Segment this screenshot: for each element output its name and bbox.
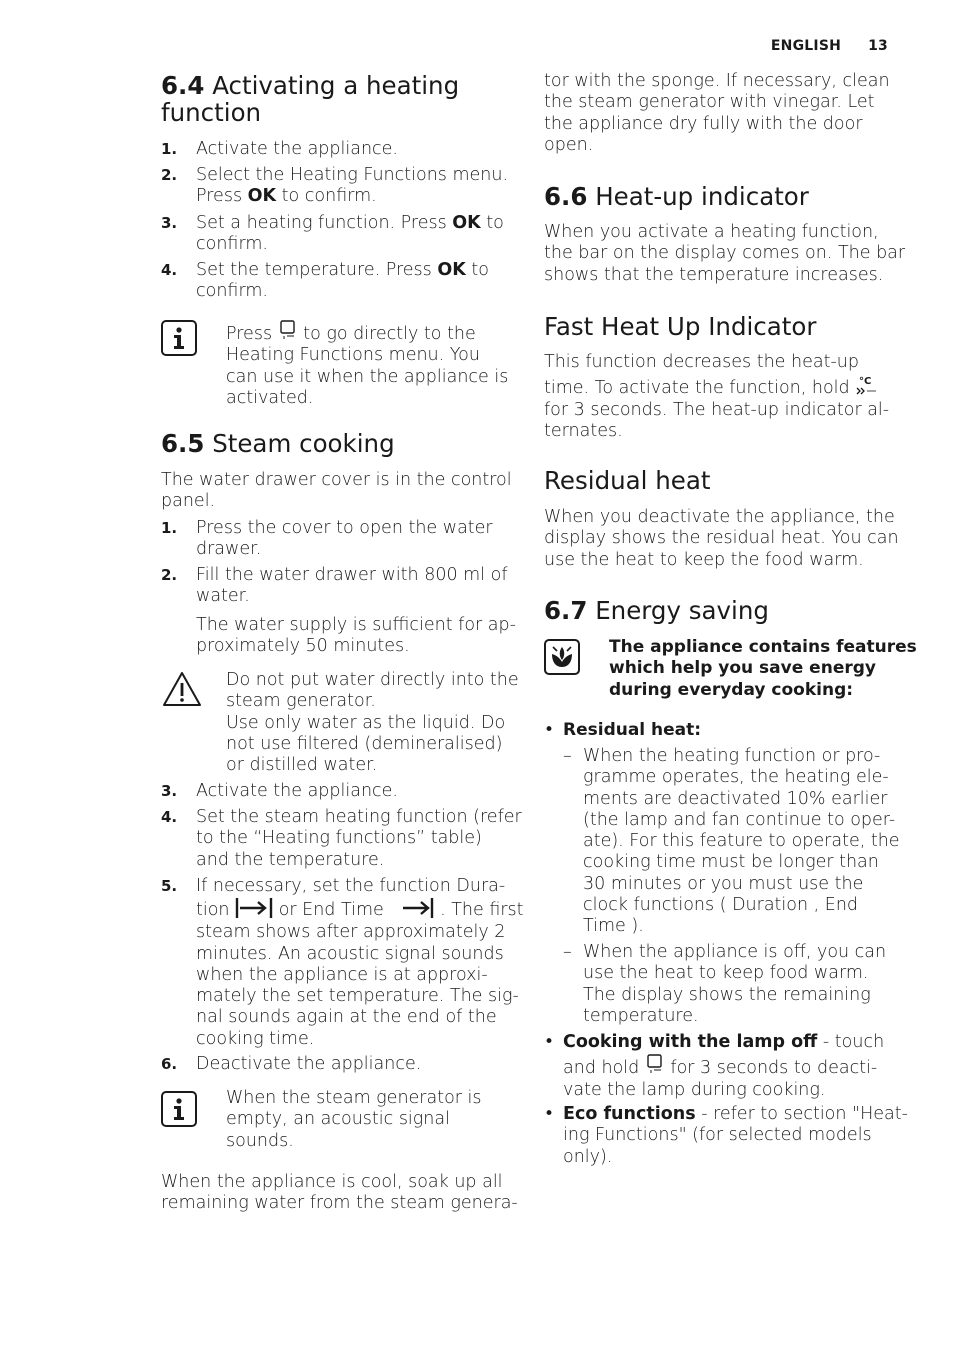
step-number: 1. bbox=[161, 519, 178, 537]
step-number: 2. bbox=[161, 566, 178, 584]
step-number: 3. bbox=[161, 782, 178, 800]
step-text: Set a heating function. Press OK to confirm. bbox=[196, 213, 504, 255]
title-text: Heat-up indicator bbox=[595, 182, 809, 211]
paragraph: This function decreases the heat-up time. To activate the function, hold °C for 3 seconds. The heat-up indicator al- ternates. bbox=[544, 352, 890, 441]
eco-note: The appliance contains features which help you save energy during everyday cooking: bbox=[609, 637, 917, 700]
lamp-button-icon bbox=[645, 1053, 665, 1077]
title-text: Energy saving bbox=[595, 596, 769, 625]
step-number: 6. bbox=[161, 1055, 178, 1073]
title-text: Steam cooking bbox=[212, 429, 395, 458]
eco-leaf-icon bbox=[544, 639, 580, 675]
step-number: 2. bbox=[161, 166, 178, 184]
fast-heat-title bbox=[544, 313, 816, 340]
step-number: 4. bbox=[161, 261, 178, 279]
warning-note: Do not put water directly into the steam generator. Use only water as the liquid. Do not use filtered (demineralised) or distilled water. bbox=[226, 670, 519, 776]
step-number: 3. bbox=[161, 214, 178, 232]
section-6-4-title bbox=[161, 72, 459, 126]
step-text: Activate the appliance. bbox=[196, 781, 398, 801]
title-line: Activating a heating bbox=[212, 71, 460, 100]
bullet-title: Residual heat: bbox=[563, 720, 702, 740]
info-note: When the steam generator is empty, an acoustic signal sounds. bbox=[226, 1088, 482, 1151]
step-text: Fill the water drawer with 800 ml of water. bbox=[196, 565, 508, 607]
bullet-mark: • bbox=[544, 1032, 555, 1052]
svg-text:°C: °C bbox=[859, 376, 872, 388]
section-6-7-title bbox=[544, 597, 769, 624]
residual-heat-title bbox=[544, 467, 710, 494]
bullet-item: Eco functions - refer to section "Heat- ing Functions" (for selected models only). bbox=[563, 1104, 908, 1167]
page-number: 13 bbox=[868, 38, 888, 54]
page-header bbox=[749, 38, 888, 54]
dash-mark: – bbox=[563, 942, 572, 962]
section-number: 6.4 bbox=[161, 71, 205, 100]
paragraph: The water supply is sufficient for ap- proximately 50 minutes. bbox=[196, 615, 516, 657]
paragraph: When you deactivate the appliance, the display shows the residual heat. You can use the heat to keep the food warm. bbox=[544, 507, 899, 570]
bullet-item: Cooking with the lamp off - touch and hold for 3 seconds to deacti- vate the lamp during cooking. bbox=[563, 1032, 885, 1100]
section-number: 6.7 bbox=[544, 596, 588, 625]
step-number: 4. bbox=[161, 808, 178, 826]
step-text: Select the Heating Functions menu. Press OK to confirm. bbox=[196, 165, 509, 207]
step-text: Press the cover to open the water drawer. bbox=[196, 518, 493, 560]
step-number: 5. bbox=[161, 877, 178, 895]
dash-item: When the heating function or pro- gramme operates, the heating ele- ments are deactivated 10% earlier (the lamp and fan continue to oper- ate). For this feature to operate, the cooking time must be longer than 30 minutes or you must use the clock functions ( Duration , End Time ). bbox=[583, 746, 900, 937]
info-note: Press to go directly to the Heating Functions menu. You can use it when the appliance is activated. bbox=[226, 319, 508, 409]
duration-icon bbox=[235, 897, 273, 919]
step-text: Deactivate the appliance. bbox=[196, 1054, 422, 1074]
info-icon bbox=[161, 1091, 197, 1127]
step-text: If necessary, set the function Dura- tion or End Time . The first steam shows after approximately 2 minutes. An acoustic signal sounds when the appliance is at approxi- mately the set temperature. The sig- nal sounds again at the end of the cooking time. bbox=[196, 876, 524, 1049]
fast-heat-up-icon bbox=[855, 373, 879, 397]
bullet-mark: • bbox=[544, 720, 555, 740]
paragraph: tor with the sponge. If necessary, clean the steam generator with vinegar. Let the appliance dry fully with the door open. bbox=[544, 71, 890, 155]
section-number: 6.6 bbox=[544, 182, 588, 211]
section-6-5-title bbox=[161, 430, 395, 457]
lamp-button-icon bbox=[278, 319, 298, 343]
bullet-mark: • bbox=[544, 1104, 555, 1124]
section-6-6-title bbox=[544, 183, 809, 210]
end-time-icon bbox=[401, 897, 435, 919]
step-text: Activate the appliance. bbox=[196, 139, 398, 159]
info-icon bbox=[161, 320, 197, 356]
dash-item: When the appliance is off, you can use the heat to keep food warm. The display shows the remaining temperature. bbox=[583, 942, 887, 1026]
title-line: function bbox=[161, 98, 262, 127]
step-text: Set the steam heating function (refer to the “Heating functions” table) and the temperature. bbox=[196, 807, 522, 870]
step-text: Set the temperature. Press OK to confirm. bbox=[196, 260, 489, 302]
title-text: Residual heat bbox=[544, 466, 711, 495]
title-text: Fast Heat Up Indicator bbox=[544, 312, 817, 341]
paragraph: When the appliance is cool, soak up all remaining water from the steam genera- bbox=[161, 1172, 518, 1214]
dash-mark: – bbox=[563, 746, 572, 766]
warning-icon bbox=[161, 670, 203, 712]
paragraph: The water drawer cover is in the control panel. bbox=[161, 470, 512, 512]
section-number: 6.5 bbox=[161, 429, 205, 458]
step-number: 1. bbox=[161, 140, 178, 158]
language-label: ENGLISH bbox=[770, 38, 842, 54]
paragraph: When you activate a heating function, the bar on the display comes on. The bar shows that the temperature increases. bbox=[544, 222, 906, 285]
